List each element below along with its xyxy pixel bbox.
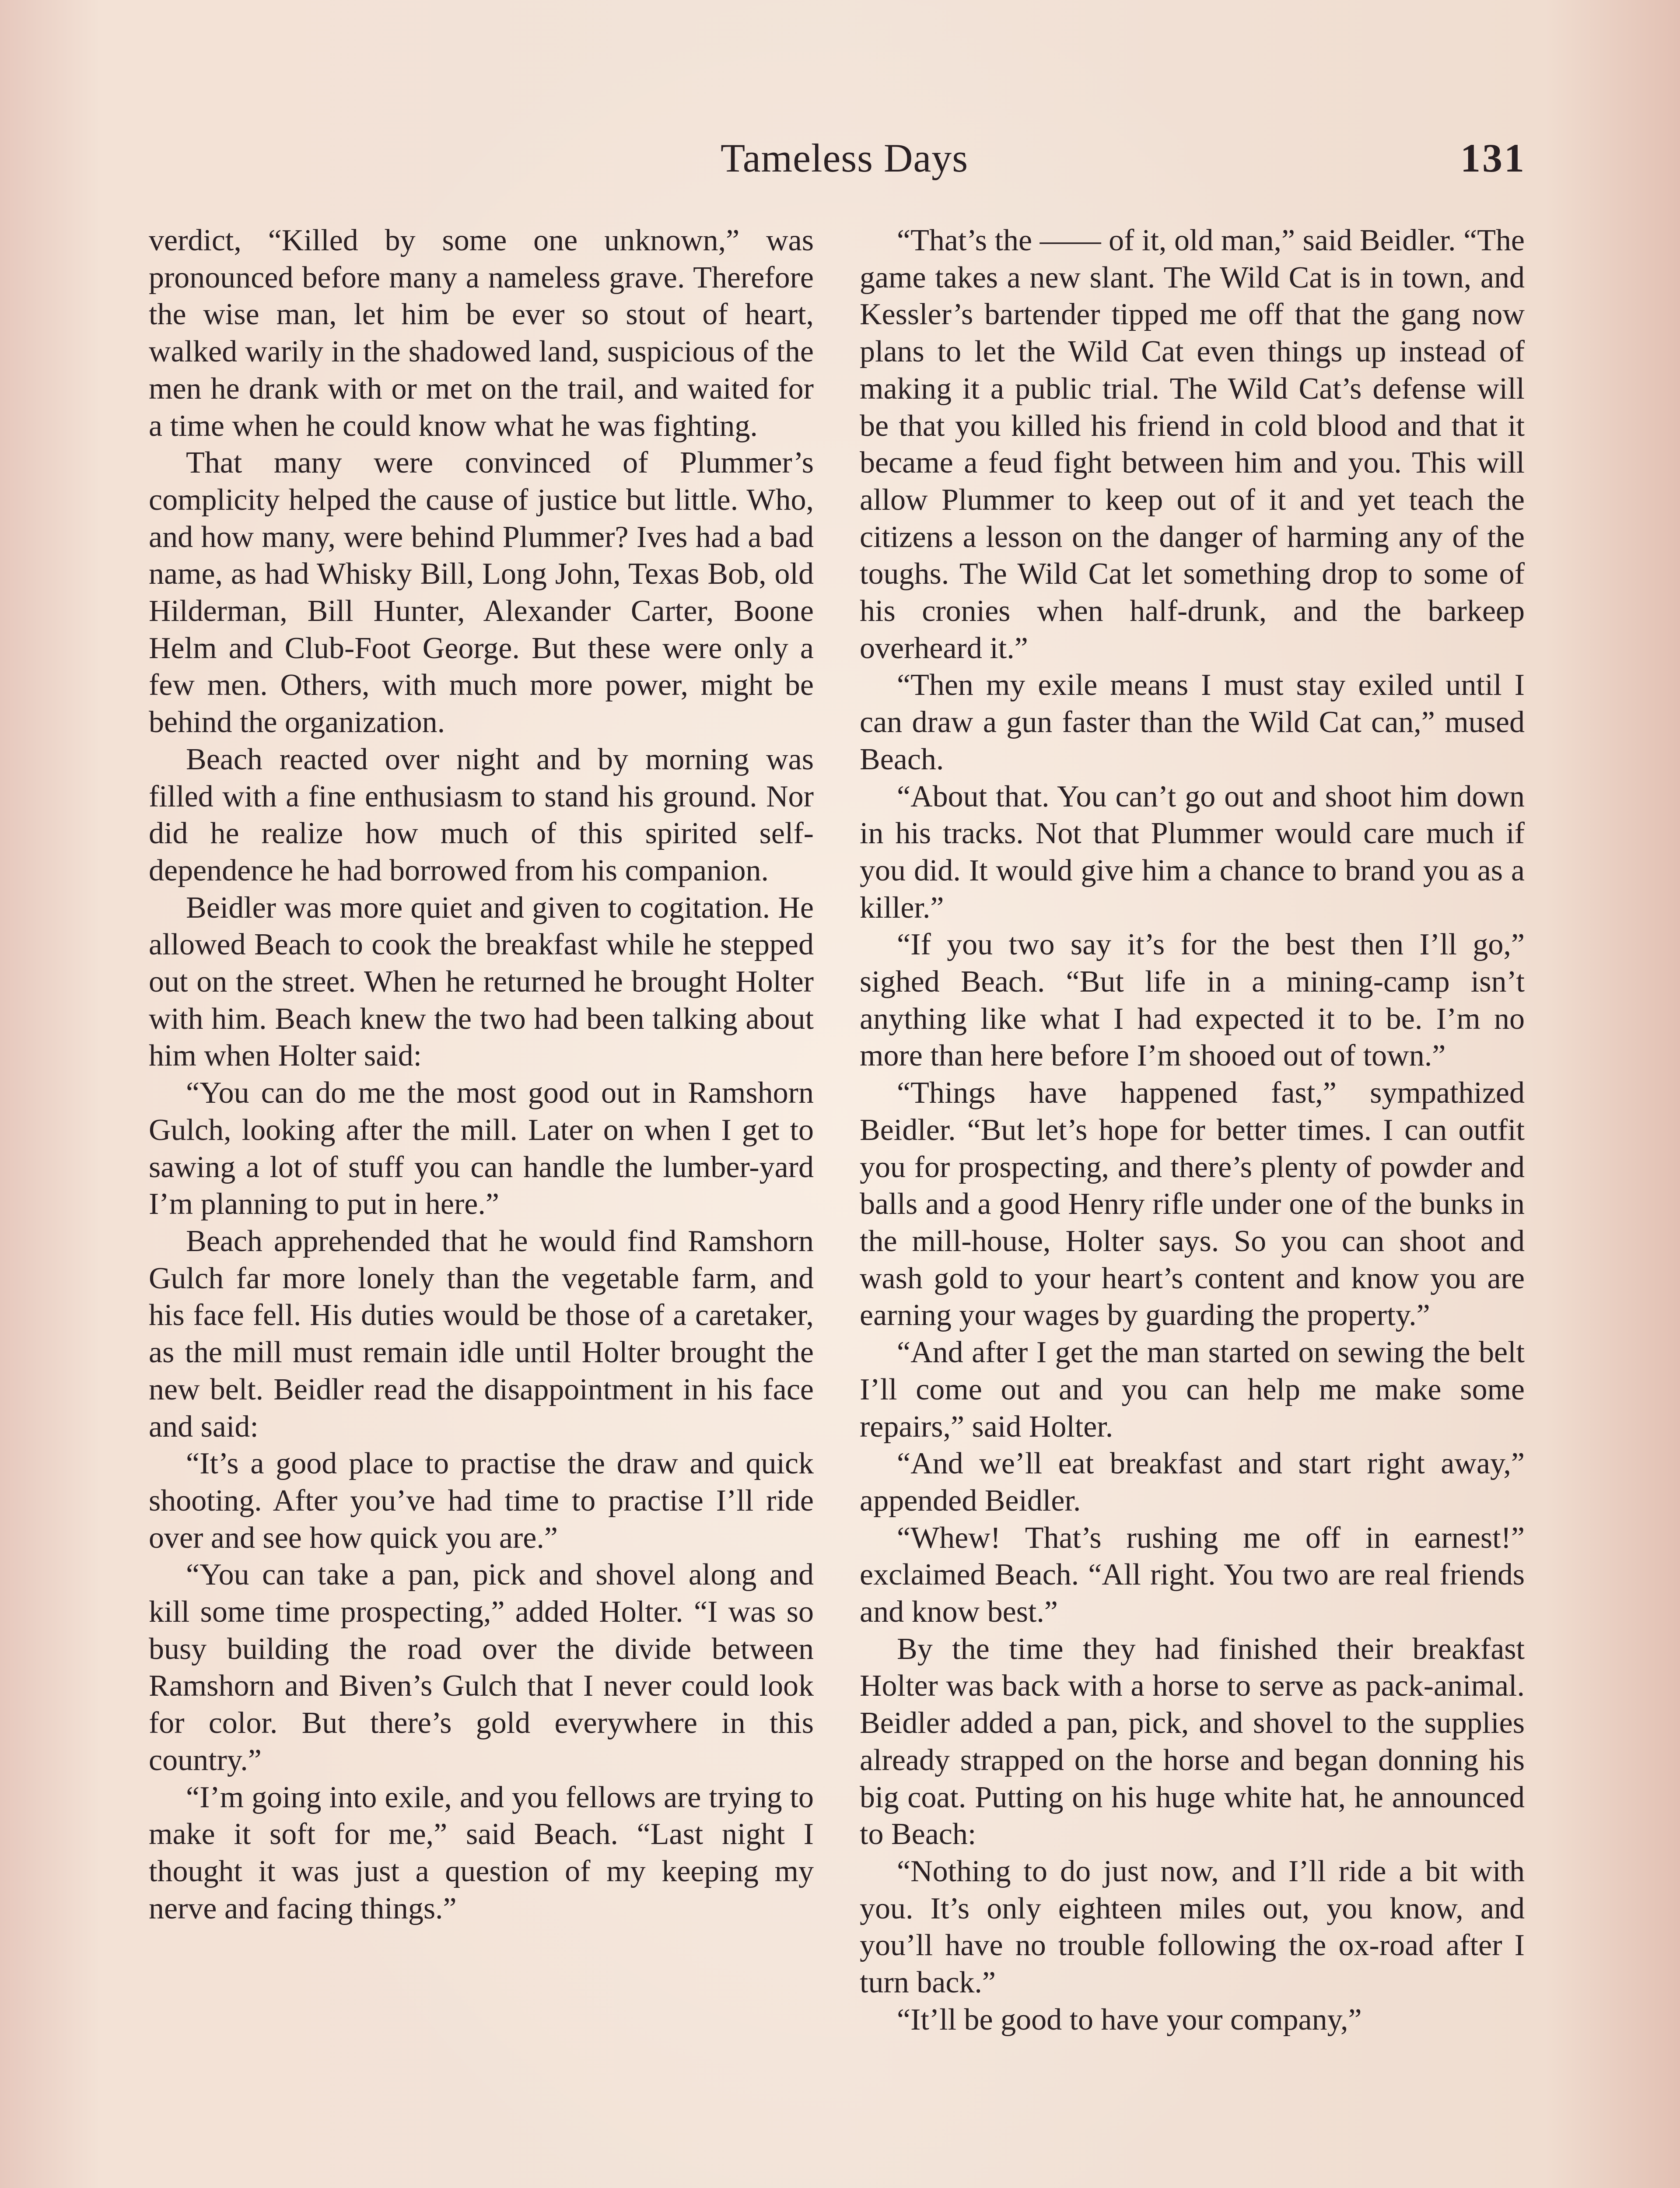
paragraph: Beach apprehended that he would find Ramshorn Gulch far more lonely than the vegetable farm, and his face fell. His duties would be those of a caretaker, as the mill must remain idle until Holter brought the new belt. Beidler read the disappointment in his face and said: xyxy=(149,1224,814,1444)
paragraph: “Things have happened fast,” sympathized Beidler. “But let’s hope for better times. I can outfit you for prospecting, and there’s plenty of powder and balls and a good Henry rifle under one of the bunks in the mill-house, Holter says. So you can shoot and wash gold to your heart’s content and know you are earning your wages by guarding the property.” xyxy=(860,1076,1525,1332)
paragraph: “I’m going into exile, and you fellows are trying to make it soft for me,” said Beach. “Last night I thought it was just a question of my keeping my nerve and facing things.” xyxy=(149,1780,814,1925)
paragraph: “Whew! That’s rushing me off in earnest!” exclaimed Beach. “All right. You two are real friends and know best.” xyxy=(860,1521,1525,1629)
paragraph: “And we’ll eat breakfast and start right away,” appended Beidler. xyxy=(860,1447,1525,1518)
paragraph: “It’ll be good to have your company,” xyxy=(897,2002,1362,2037)
running-head xyxy=(0,130,1680,186)
paragraph: “Nothing to do just now, and I’ll ride a bit with you. It’s only eighteen miles out, you know, and you’ll have no trouble following the ox-road after I turn back.” xyxy=(860,1854,1525,2000)
paragraph: “That’s the —— of it, old man,” said Beidler. “The game takes a new slant. The Wild Cat is in town, and Kessler’s bartender tipped me off that the gang now plans to let the Wild Cat even things up instead of making it a public trial. The Wild Cat’s defense will be that you killed his friend in cold blood and that it became a feud fight between him and you. This will allow Plummer to keep out of it and yet teach the citizens a lesson on the danger of harming any of the toughs. The Wild Cat let something drop to some of his cronies when half-drunk, and the barkeep overheard it.” xyxy=(860,224,1525,665)
paragraph: “It’s a good place to practise the draw and quick shooting. After you’ve had time to practise I’ll ride over and see how quick you are.” xyxy=(149,1447,814,1555)
paragraph: Beidler was more quiet and given to cogitation. He allowed Beach to cook the breakfast while he stepped out on the street. When he returned he brought Holter with him. Beach knew the two had been talking about him when Holter said: xyxy=(149,891,814,1073)
paragraph: “If you two say it’s for the best then I’ll go,” sighed Beach. “But life in a mining-camp isn’t anything like what I had expected it to be. I’m no more than here before I’m shooed out of town.” xyxy=(860,928,1525,1073)
paragraph: “And after I get the man started on sewing the belt I’ll come out and you can help me make some repairs,” said Holter. xyxy=(860,1336,1525,1444)
paragraph: “About that. You can’t go out and shoot him down in his tracks. Not that Plummer would care much if you did. It would give him a chance to brand you as a killer.” xyxy=(860,779,1525,925)
running-title: Tameless Days xyxy=(720,136,969,180)
paragraph: “You can do me the most good out in Ramshorn Gulch, looking after the mill. Later on when I get to sawing a lot of stuff you can handle the lumber-yard I’m planning to put in here.” xyxy=(149,1076,814,1221)
page-number: 131 xyxy=(1460,136,1526,180)
paragraph: Beach reacted over night and by morning was filled with a fine enthusiasm to stand his ground. Nor did he realize how much of this spirited self-dependence he had borrowed from his companion. xyxy=(149,742,814,887)
paragraph: That many were convinced of Plummer’s complicity helped the cause of justice but little. Who, and how many, were behind Plummer? Ives had a bad name, as had Whisky Bill, Long John, Texas Bob, old Hilderman, Bill Hunter, Alexander Carter, Boone Helm and Club-Foot George. But these were only a few men. Others, with much more power, might be behind the organization. xyxy=(149,446,814,740)
paragraph: “Then my exile means I must stay exiled until I can draw a gun faster than the Wild Cat can,” mused Beach. xyxy=(860,668,1525,776)
right-text-column xyxy=(860,222,1525,2038)
left-text-column xyxy=(149,222,814,1927)
paragraph: “You can take a pan, pick and shovel along and kill some time prospecting,” added Holter. “I was so busy building the road over the divide between Ramshorn and Biven’s Gulch that I never could look for color. But there’s gold everywhere in this country.” xyxy=(149,1558,814,1777)
paragraph: verdict, “Killed by some one unknown,” was pronounced before many a nameless grave. Therefore the wise man, let him be ever so stout of heart, walked warily in the shadowed land, suspicious of the men he drank with or met on the trail, and waited for a time when he could know what he was fighting. xyxy=(149,224,814,443)
paragraph: By the time they had finished their breakfast Holter was back with a horse to serve as pack-animal. Beidler added a pan, pick, and shovel to the supplies already strapped on the horse and began donning his big coat. Putting on his huge white hat, he announced to Beach: xyxy=(860,1632,1525,1851)
